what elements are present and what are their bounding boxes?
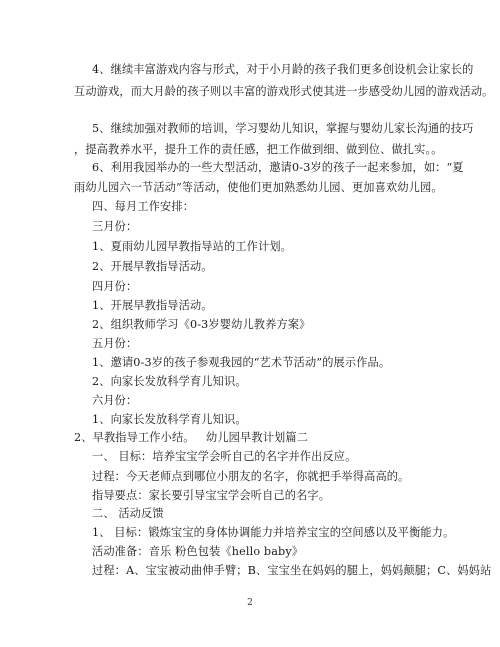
paragraph-line: 过程：A、宝宝被动曲伸手臂；B、宝宝坐在妈妈的腿上，妈妈颠腿；C、妈妈站 — [92, 564, 492, 577]
month-heading: 四月份： — [92, 280, 138, 293]
list-item: 1、邀请0-3岁的孩子参观我园的“艺术节活动”的展示作品。 — [92, 356, 391, 369]
section-heading: 一、 目标：培养宝宝学会听自己的名字并作出反应。 — [92, 450, 357, 463]
month-heading: 五月份： — [92, 337, 138, 350]
list-item: 2、组织教师学习《0-3岁婴幼儿教养方案》 — [92, 318, 311, 331]
paragraph-line: 5、继续加强对教师的培训，学习婴幼儿知识，掌握与婴幼儿家长沟通的技巧 — [92, 122, 474, 135]
paragraph-line: 6、利用我园举办的一些大型活动，邀请0-3岁的孩子一起来参加，如：“夏 — [92, 161, 464, 174]
section-heading: 四、每月工作安排： — [92, 200, 195, 213]
list-item: 2、早教指导工作小结。 — [74, 431, 195, 444]
paragraph-line: 4、继续丰富游戏内容与形式，对于小月龄的孩子我们更多创设机会让家长的 — [92, 63, 474, 76]
article-title: 幼儿园早教计划篇二 — [206, 431, 309, 444]
list-item: 2、向家长发放科学育儿知识。 — [92, 375, 247, 388]
list-item: 2、开展早教指导活动。 — [92, 260, 213, 273]
paragraph-line: ，提高教养水平，提升工作的责任感，把工作做到细、做到位、做扎实。。 — [74, 143, 443, 156]
list-item: 1、夏雨幼儿园早教指导站的工作计划。 — [92, 240, 293, 253]
paragraph-line: 雨幼儿园六一节活动”等活动，使他们更加熟悉幼儿园、更加喜欢幼儿园。 — [74, 181, 443, 194]
paragraph-line: 过程：今天老师点到哪位小朋友的名字，你就把手举得高高的。 — [92, 470, 410, 483]
page-number: 2 — [247, 598, 253, 608]
paragraph-line: 指导要点：家长要引导宝宝学会听自己的名字。 — [92, 489, 331, 502]
paragraph-line: 1、 目标：锻炼宝宝的身体协调能力并培养宝宝的空间感以及平衡能力。 — [92, 526, 455, 539]
section-heading: 二、 活动反馈 — [92, 507, 164, 520]
list-item: 1、向家长发放科学育儿知识。 — [92, 413, 247, 426]
paragraph-line: 互动游戏，而大月龄的孩子则以丰富的游戏形式使其进一步感受幼儿园的游戏活动。 — [74, 85, 494, 98]
month-heading: 六月份： — [92, 394, 138, 407]
list-item: 1、开展早教指导活动。 — [92, 299, 213, 312]
paragraph-line: 活动准备：音乐 粉色包装《hello baby》 — [92, 545, 304, 558]
month-heading: 三月份： — [92, 220, 138, 233]
